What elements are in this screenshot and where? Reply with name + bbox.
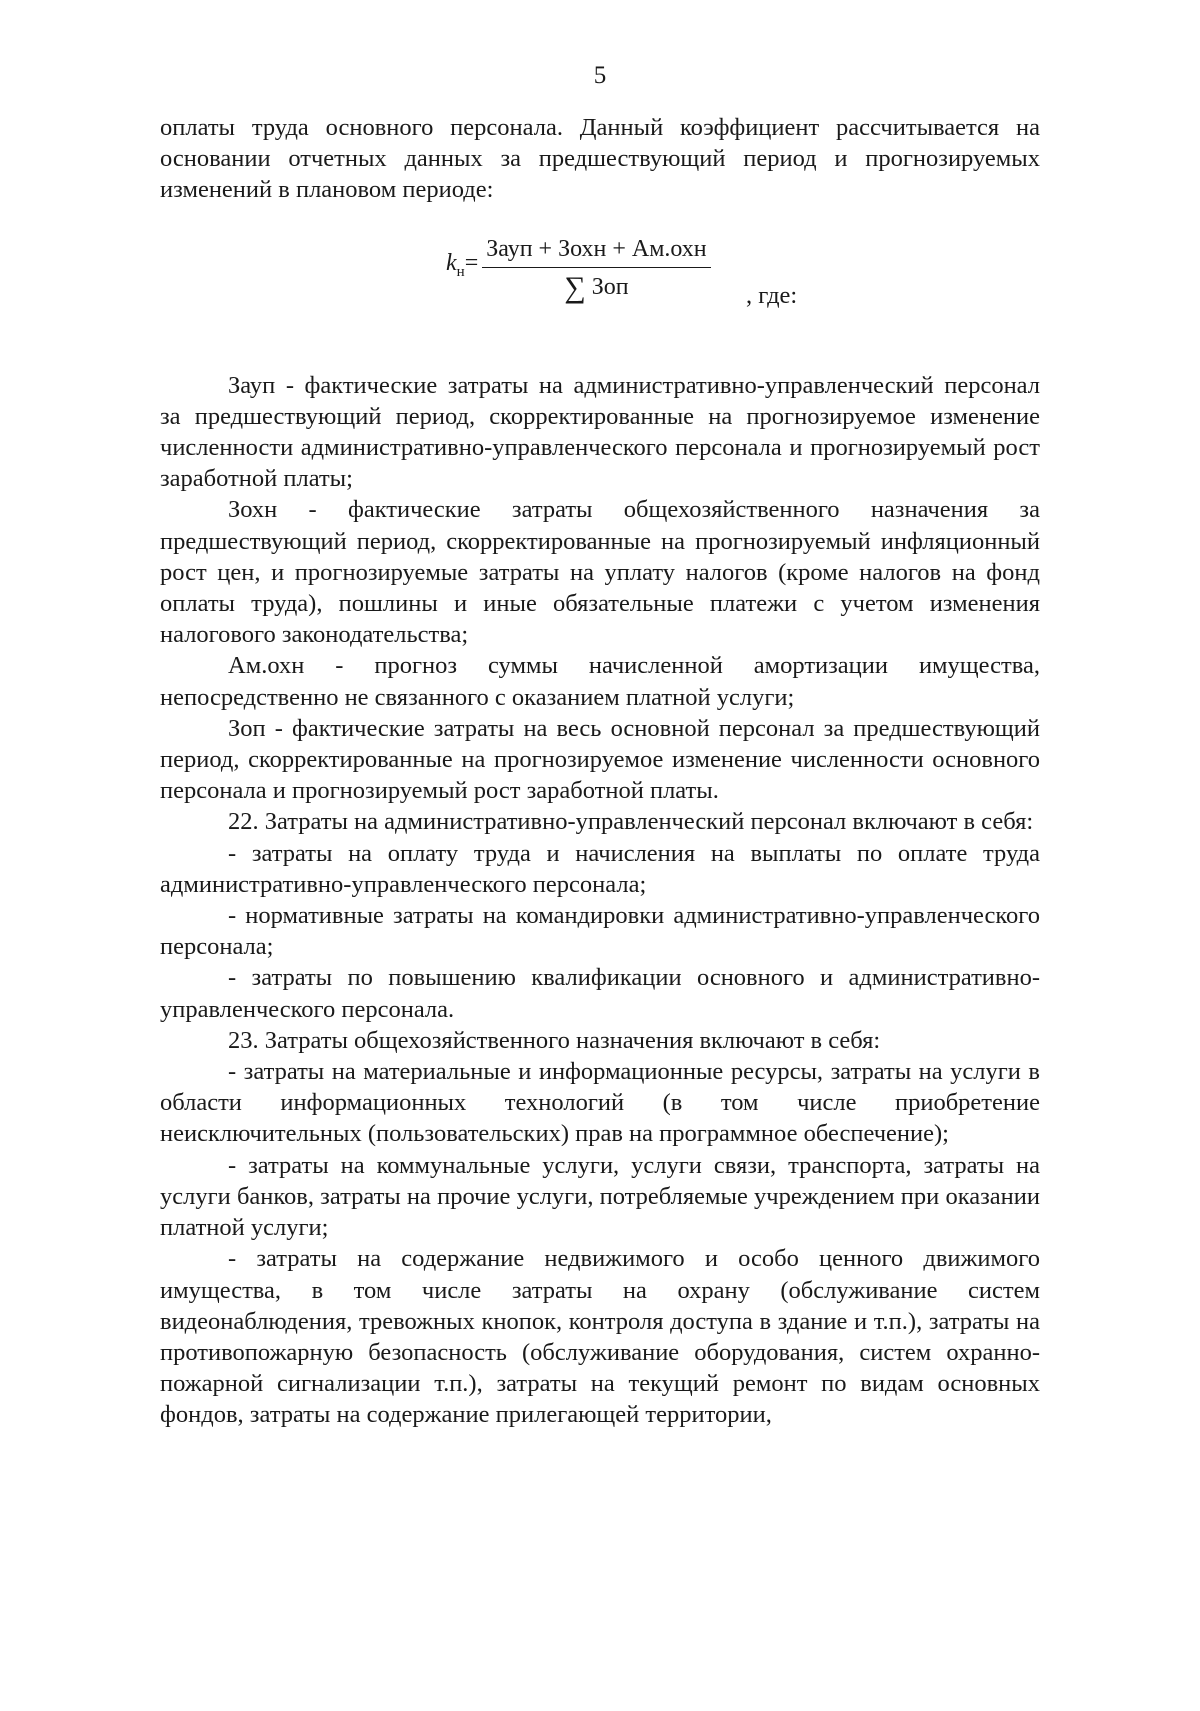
formula-denominator: Зоп [591,273,629,300]
section-23-item: - затраты на материальные и информационные ресурсы, затраты на услуги в области информационных технологий (в том числе приобретение неисключительных (пользовательских) прав на программное обеспечение); [160,1058,1040,1148]
intro-paragraph: оплаты труда основного персонала. Данный коэффициент рассчитывается на основании отчетных данных за предшествующий период и прогнозируемых изменений в плановом периоде: [160,114,1040,204]
formula-where-label: , где: [746,281,798,309]
formula-k-subscript: н [456,264,465,281]
definition-zaup: Зауп - фактические затраты на административно-управленческий персонал за предшествующий период, скорректированные на прогнозируемое изменение численности административно-управленческого персонала и прогнозируемый рост заработной платы; [160,371,1040,493]
formula-k: k [446,250,457,277]
formula-denominator-group [564,268,628,303]
formula-fraction [482,234,710,303]
section-22-item: - нормативные затраты на командировки административно-управленческого персонала; [160,902,1040,961]
section-22-item: - затраты по повышению квалификации основного и административно-управленческого персонала. [160,964,1040,1023]
formula-numerator: Зауп + Зохн + Ам.охн [482,234,710,268]
formula-equals: = [464,250,479,277]
definition-zohn: Зохн - фактические затраты общехозяйственного назначения за предшествующий период, скорректированные на прогнозируемый инфляционный рост цен, и прогнозируемые затраты на уплату налогов (кроме налогов на фонд оплаты труда), пошлины и иные обязательные платежи с учетом изменения налогового законодательства; [160,496,1040,649]
sigma-symbol: ∑ [564,270,586,304]
formula-lhs [446,248,478,288]
definition-am-ohn: Ам.охн - прогноз суммы начисленной амортизации имущества, непосредственно не связанного с оказанием платной услуги; [160,652,1040,711]
formula-block [160,216,1040,334]
document-body [160,112,1040,1431]
section-22-heading: 22. Затраты на административно-управленческий персонал включают в себя: [228,808,1034,836]
coefficient-formula [446,234,711,303]
definition-zop: Зоп - фактические затраты на весь основной персонал за предшествующий период, скорректированные на прогнозируемое изменение численности основного персонала и прогнозируемый рост заработной платы. [160,714,1040,805]
spacer [160,348,1040,370]
section-22-item: - затраты на оплату труда и начисления на выплаты по оплате труда административно-управленческого персонала; [160,839,1040,898]
section-23-item: - затраты на коммунальные услуги, услуги связи, транспорта, затраты на услуги банков, затраты на прочие услуги, потребляемые учреждением при оказании платной услуги; [160,1151,1040,1242]
section-23-heading: 23. Затраты общехозяйственного назначения включают в себя: [228,1026,881,1054]
section-23-item: - затраты на содержание недвижимого и особо ценного движимого имущества, в том числе затраты на охрану (обслуживание систем видеонаблюдения, тревожных кнопок, контроля доступа в здание и т.п.), затраты на противопожарную безопасность (обслуживание оборудования, систем охранно-пожарной сигнализации т.п.), затраты на текущий ремонт по видам основных фондов, затраты на содержание прилегающей территории, [160,1245,1040,1429]
page-number: 5 [593,62,607,89]
